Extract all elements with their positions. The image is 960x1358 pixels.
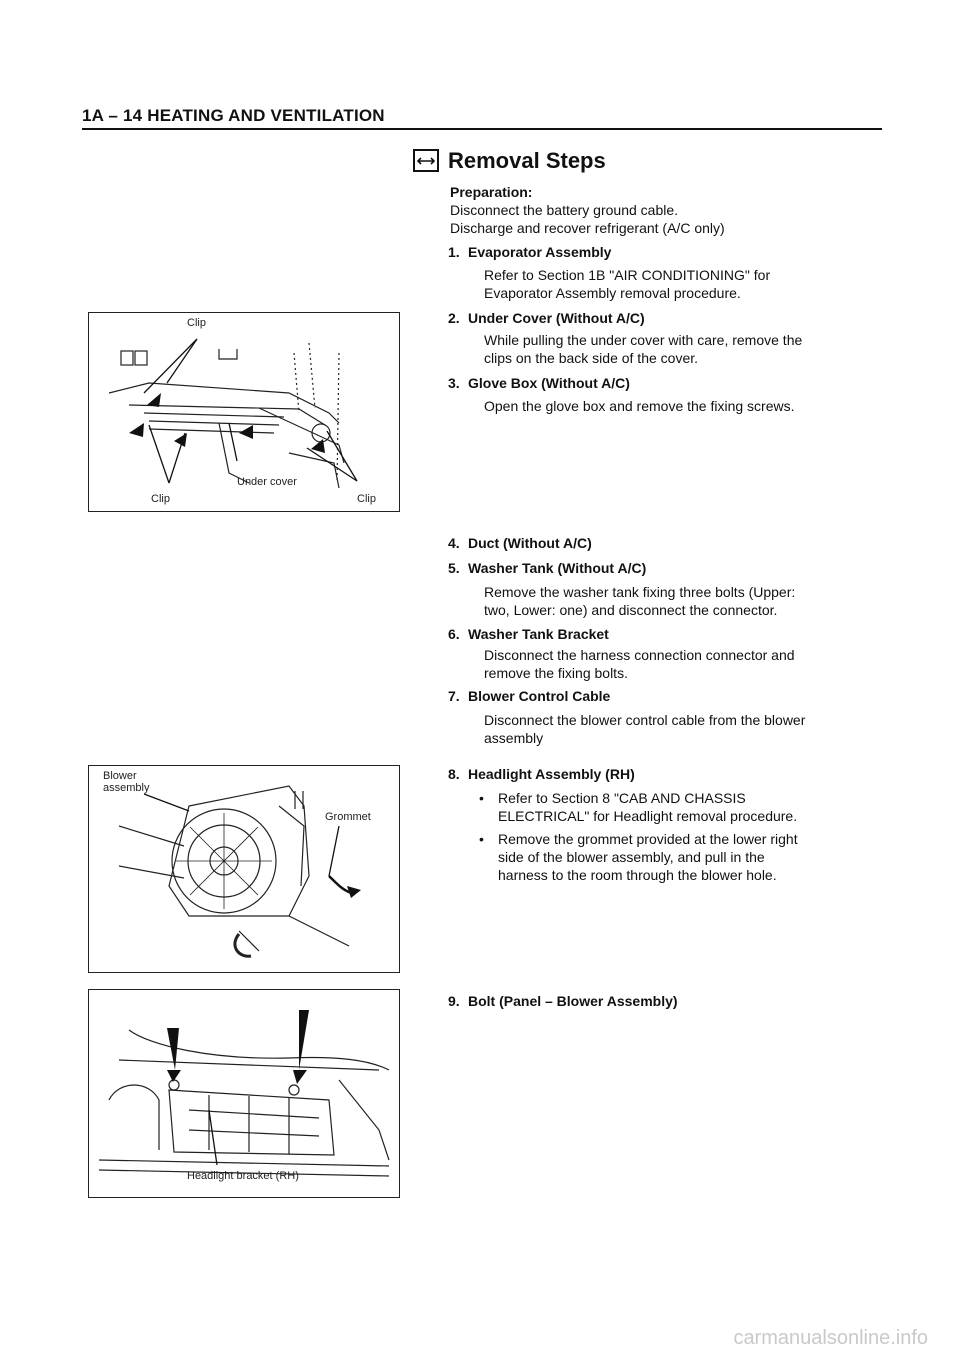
- figure-headlight-bracket: [88, 989, 400, 1198]
- step-1-title-text: Evaporator Assembly: [468, 244, 612, 260]
- removal-steps-title: Removal Steps: [448, 148, 606, 173]
- step-6-title: [448, 625, 609, 643]
- step-6-line-1: Disconnect the harness connection connector and: [484, 647, 795, 663]
- step-9-title: [448, 992, 678, 1010]
- step-2-line-2: clips on the back side of the cover.: [484, 350, 699, 366]
- step-8-bullet-1-line-2: ELECTRICAL" for Headlight removal procedure.: [498, 808, 798, 824]
- header-rule: [82, 128, 882, 130]
- step-8-bullet-1-line-1: Refer to Section 8 "CAB AND CHASSIS: [498, 790, 746, 806]
- step-6-title-text: Washer Tank Bracket: [468, 626, 609, 642]
- step-2-title-text: Under Cover (Without A/C): [468, 310, 645, 326]
- bullet-dot: •: [479, 790, 484, 806]
- step-2-title: [448, 309, 645, 327]
- step-2-num: 2.: [448, 310, 460, 326]
- step-8-bullet-2-line-2: side of the blower assembly, and pull in the: [498, 849, 765, 865]
- step-7-num: 7.: [448, 688, 460, 704]
- step-8-bullet-2-line-1: Remove the grommet provided at the lower right: [498, 831, 798, 847]
- label-clip-right: Clip: [357, 493, 376, 505]
- step-7-line-1: Disconnect the blower control cable from the blower: [484, 712, 806, 728]
- figure-blower-assembly: [88, 765, 400, 973]
- label-blower-1: Blower: [103, 770, 137, 782]
- removal-arrow-icon: [413, 149, 439, 172]
- step-8-title: [448, 765, 635, 783]
- label-blower-2: assembly: [103, 782, 150, 794]
- step-4-num: 4.: [448, 535, 460, 551]
- step-9-title-text: Bolt (Panel – Blower Assembly): [468, 993, 678, 1009]
- page-header: 1A – 14 HEATING AND VENTILATION: [82, 106, 385, 125]
- step-1-title: [448, 243, 612, 261]
- step-9-num: 9.: [448, 993, 460, 1009]
- bullet-dot: •: [479, 831, 484, 847]
- step-1-line-2: Evaporator Assembly removal procedure.: [484, 285, 741, 301]
- step-8-bullet-2-line-3: harness to the room through the blower hole.: [498, 867, 777, 883]
- step-7-title-text: Blower Control Cable: [468, 688, 611, 704]
- step-5-title-text: Washer Tank (Without A/C): [468, 560, 647, 576]
- label-under-cover: Under cover: [237, 476, 297, 488]
- label-clip-left: Clip: [151, 493, 170, 505]
- step-3-title: [448, 374, 630, 392]
- preparation-label: Preparation:: [450, 184, 533, 200]
- step-8-num: 8.: [448, 766, 460, 782]
- step-5-title: [448, 559, 647, 577]
- label-clip-top: Clip: [187, 317, 206, 329]
- figure-under-cover: [88, 312, 400, 512]
- step-5-num: 5.: [448, 560, 460, 576]
- step-7-line-2: assembly: [484, 730, 544, 746]
- step-4-title: [448, 534, 592, 552]
- step-3-num: 3.: [448, 375, 460, 391]
- step-5-line-1: Remove the washer tank fixing three bolts (Upper:: [484, 584, 796, 600]
- step-4-title-text: Duct (Without A/C): [468, 535, 592, 551]
- prep-line-2: Discharge and recover refrigerant (A/C only): [450, 220, 725, 236]
- step-3-title-text: Glove Box (Without A/C): [468, 375, 630, 391]
- step-8-title-text: Headlight Assembly (RH): [468, 766, 635, 782]
- prep-line-1: Disconnect the battery ground cable.: [450, 202, 679, 218]
- blower-assembly-drawing: [89, 766, 399, 972]
- label-headlight-bracket: Headlight bracket (RH): [187, 1170, 299, 1182]
- step-6-line-2: remove the fixing bolts.: [484, 665, 628, 681]
- step-7-title: [448, 687, 611, 705]
- step-6-num: 6.: [448, 626, 460, 642]
- label-grommet: Grommet: [325, 811, 371, 823]
- step-2-line-1: While pulling the under cover with care, remove the: [484, 332, 803, 348]
- step-1-line-1: Refer to Section 1B "AIR CONDITIONING" for: [484, 267, 771, 283]
- step-3-line-1: Open the glove box and remove the fixing screws.: [484, 398, 795, 414]
- watermark: carmanualsonline.info: [733, 1327, 928, 1349]
- step-1-num: 1.: [448, 244, 460, 260]
- step-5-line-2: two, Lower: one) and disconnect the connector.: [484, 602, 778, 618]
- headlight-bracket-drawing: [89, 990, 399, 1197]
